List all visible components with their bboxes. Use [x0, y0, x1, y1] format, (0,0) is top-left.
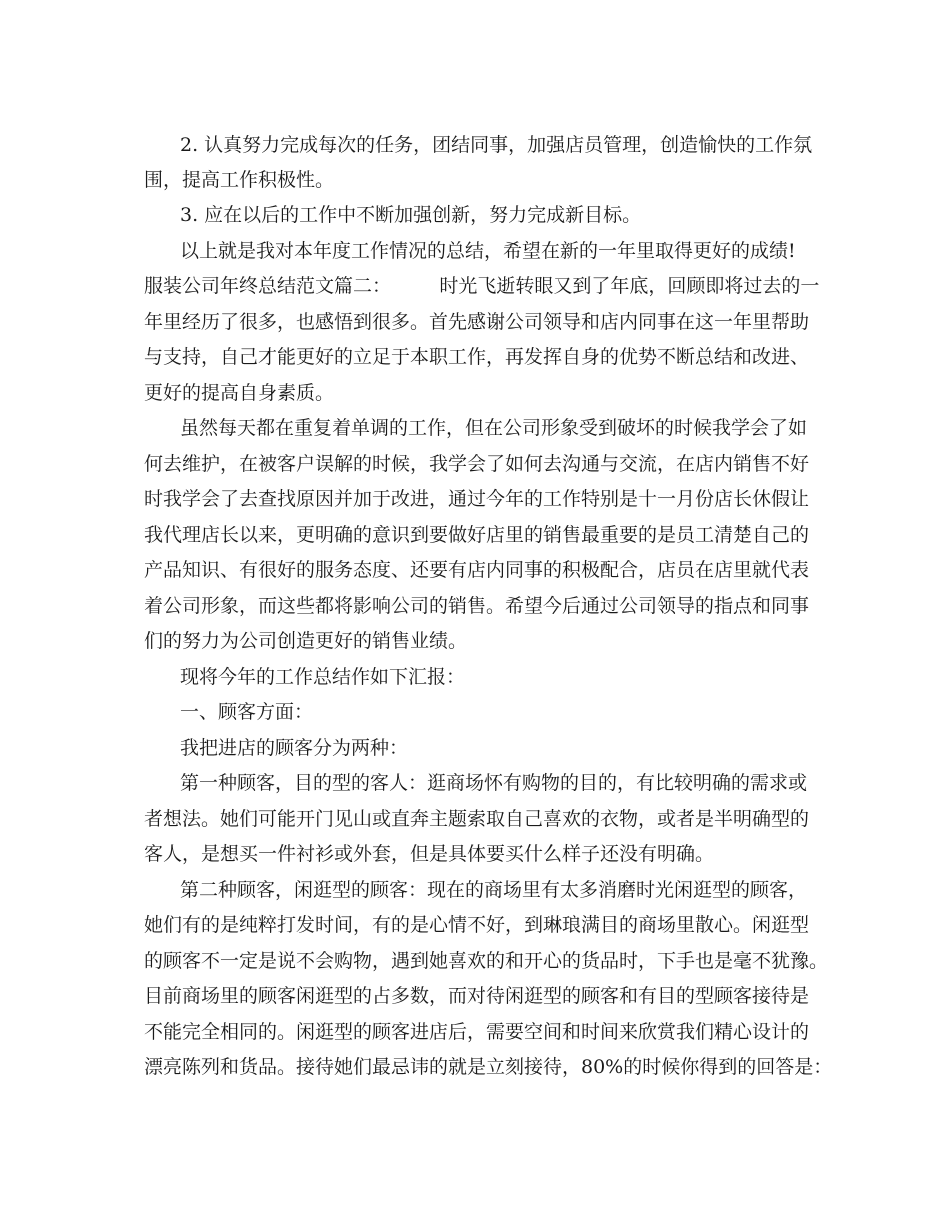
text-line: 第二种顾客，闲逛型的顾客：现在的商场里有太多消磨时光闲逛型的顾客，	[180, 879, 808, 901]
text-line: 目前商场里的顾客闲逛型的占多数，而对待闲逛型的顾客和有目的型顾客接待是	[144, 985, 810, 1007]
text-line: 更好的提高自身素质。	[144, 382, 335, 404]
text-line: 漂亮陈列和货品。接待她们最忌讳的就是立刻接待，80%的时候你得到的回答是：	[144, 1056, 833, 1078]
text-line: 虽然每天都在重复着单调的工作，但在公司形象受到破坏的时候我学会了如	[180, 417, 808, 439]
text-line: 产品知识、有很好的服务态度、还要有店内同事的积极配合，店员在店里就代表	[144, 559, 810, 581]
text-line: 围，提高工作积极性。	[144, 169, 335, 191]
text-line: 我把进店的顾客分为两种：	[180, 737, 409, 759]
text-line: 一、顾客方面：	[180, 701, 314, 723]
text-line: 2. 认真努力完成每次的任务，团结同事，加强店员管理，创造愉快的工作氛	[180, 134, 813, 156]
text-line: 者想法。她们可能开门见山或直奔主题索取自己喜欢的衣物，或者是半明确型的	[144, 808, 810, 830]
text-line: 我代理店长以来，更明确的意识到要做好店里的销售最重要的是员工清楚自己的	[144, 524, 810, 546]
text-line: 现将今年的工作总结作如下汇报：	[180, 666, 466, 688]
text-line: 年里经历了很多，也感悟到很多。首先感谢公司领导和店内同事在这一年里帮助	[144, 311, 810, 333]
text-line: 客人，是想买一件衬衫或外套，但是具体要买什么样子还没有明确。	[144, 843, 715, 865]
text-line: 们的努力为公司创造更好的销售业绩。	[144, 630, 468, 652]
text-line: 她们有的是纯粹打发时间，有的是心情不好，到琳琅满目的商场里散心。闲逛型	[144, 914, 810, 936]
text-line: 不能完全相同的。闲逛型的顾客进店后，需要空间和时间来欣赏我们精心设计的	[144, 1021, 810, 1043]
text-line: 以上就是我对本年度工作情况的总结，希望在新的一年里取得更好的成绩!	[180, 240, 796, 262]
text-line: 时我学会了去查找原因并加于改进，通过今年的工作特别是十一月份店长休假让	[144, 488, 810, 510]
text-line: 服装公司年终总结范文篇二： 时光飞逝转眼又到了年底，回顾即将过去的一	[144, 275, 820, 297]
text-line: 第一种顾客，目的型的客人：逛商场怀有购物的目的，有比较明确的需求或	[180, 772, 808, 794]
text-line: 何去维护，在被客户误解的时候，我学会了如何去沟通与交流，在店内销售不好	[144, 453, 810, 475]
text-line: 与支持，自己才能更好的立足于本职工作，再发挥自身的优势不断总结和改进、	[144, 346, 810, 368]
text-line: 3. 应在以后的工作中不断加强创新，努力完成新目标。	[180, 204, 642, 226]
text-line: 着公司形象，而这些都将影响公司的销售。希望今后通过公司领导的指点和同事	[144, 595, 810, 617]
text-line: 的顾客不一定是说不会购物，遇到她喜欢的和开心的货品时，下手也是毫不犹豫。	[144, 950, 829, 972]
